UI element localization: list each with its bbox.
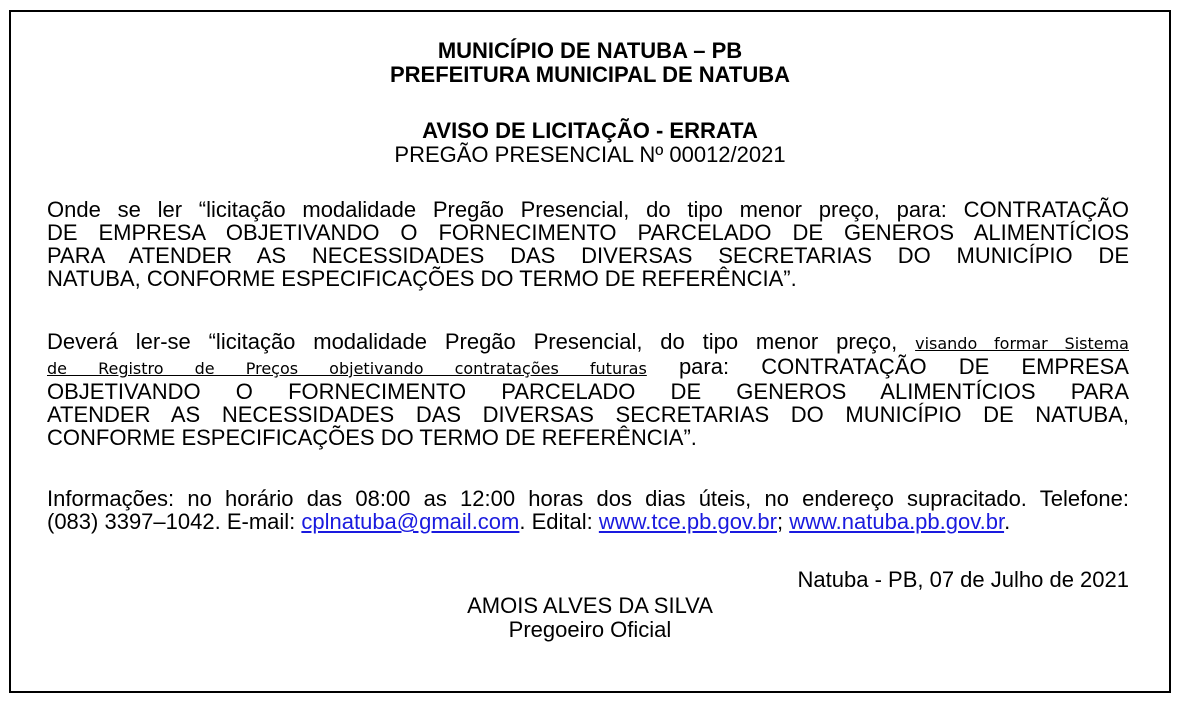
email-link[interactable]: cplnatuba@gmail.com [301, 509, 520, 534]
contact-info [47, 487, 1129, 533]
paragraph-line: Informações: no horário das 08:00 as 12:00 horas dos dias úteis, no endereço supracitado. Telefone: [47, 486, 1129, 511]
separator-text: ; [776, 509, 790, 534]
edital-text: . Edital: [519, 509, 599, 534]
end-period: . [1004, 509, 1011, 534]
place-date: Natuba - PB, 07 de Julho de 2021 [797, 567, 1129, 592]
errata-original-paragraph [47, 198, 1129, 290]
natuba-website-link[interactable]: www.natuba.pb.gov.br [789, 509, 1005, 534]
paragraph-line: CONFORME ESPECIFICAÇÕES DO TERMO DE REFERÊNCIA”. [47, 425, 697, 450]
signatory-name: AMOIS ALVES DA SILVA [467, 593, 713, 618]
paragraph-line: ATENDER AS NECESSIDADES DAS DIVERSAS SECRETARIAS DO MUNICÍPIO DE NATUBA, [47, 402, 1129, 427]
notice-frame [9, 10, 1171, 693]
paragraph-line: PARA ATENDER AS NECESSIDADES DAS DIVERSAS SECRETARIAS DO MUNICÍPIO DE [47, 243, 1129, 268]
paragraph-line [47, 330, 1129, 355]
paragraph-line: NATUBA, CONFORME ESPECIFICAÇÕES DO TERMO DE REFERÊNCIA”. [47, 266, 797, 291]
paragraph-text: Deverá ler-se “licitação modalidade Pregão Presencial, do tipo menor preço, [47, 329, 898, 354]
notice-title: AVISO DE LICITAÇÃO - ERRATA [422, 118, 758, 143]
prefecture-heading: PREFEITURA MUNICIPAL DE NATUBA [389, 62, 791, 87]
paragraph-line [47, 355, 1129, 380]
notice-subtitle: PREGÃO PRESENCIAL Nº 00012/2021 [394, 142, 786, 167]
paragraph-line: DE EMPRESA OBJETIVANDO O FORNECIMENTO PARCELADO DE GENEROS ALIMENTÍCIOS [47, 220, 1129, 245]
paragraph-line: Onde se ler “licitação modalidade Pregão Presencial, do tipo menor preço, para: CONTRATAÇÃO [47, 197, 1129, 222]
signatory-role: Pregoeiro Oficial [508, 617, 672, 642]
underlined-insertion: visando formar Sistema [915, 334, 1129, 353]
paragraph-text: para: CONTRATAÇÃO DE EMPRESA [678, 354, 1129, 379]
tce-website-link[interactable]: www.tce.pb.gov.br [598, 509, 777, 534]
paragraph-line: OBJETIVANDO O FORNECIMENTO PARCELADO DE GENEROS ALIMENTÍCIOS PARA [47, 379, 1129, 404]
paragraph-line [47, 510, 1129, 533]
phone-email-text: (083) 3397–1042. E-mail: [47, 509, 302, 534]
errata-corrected-paragraph [47, 330, 1129, 449]
underlined-insertion: de Registro de Preços objetivando contratações futuras [47, 359, 647, 378]
municipality-heading: MUNICÍPIO DE NATUBA – PB [437, 38, 743, 63]
